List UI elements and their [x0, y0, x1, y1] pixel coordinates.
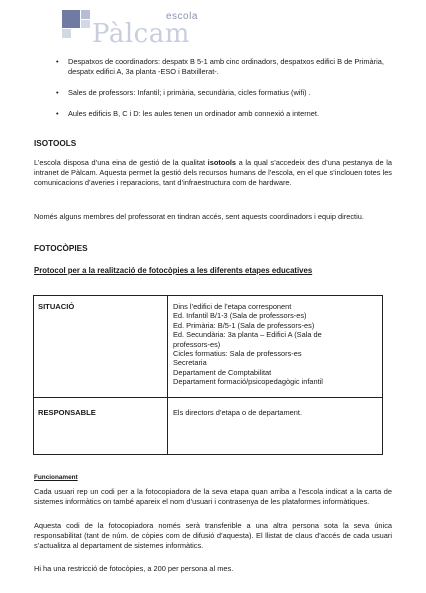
responsable-value: Els directors d’etapa o de departament. [173, 408, 303, 417]
list-item [40, 57, 390, 77]
situacio-line: Ed. Secundària: 3a planta – Edifici A (Sala de [173, 330, 322, 340]
responsable-label: RESPONSABLE [38, 408, 96, 417]
logo-name: Pàlcam [92, 19, 190, 49]
logo-square-small [81, 10, 90, 19]
situacio-label: SITUACIÓ [38, 302, 75, 311]
list-item-text: Aules edificis B, C i D: les aules tenen un ordinador amb connexió a internet. [68, 108, 320, 118]
logo-subtitle: escola [166, 11, 198, 22]
logo-square-large [62, 10, 80, 28]
situacio-line: Cicles formatius: Sala de professors-es [173, 349, 302, 359]
isotools-paragraph [34, 158, 392, 189]
isotools-text-end: a la qual s’accedeix des d’una pestanya de la intranet de Pàlcam. Aquesta permet la gestió dels recursos humans de l’escola, en el que s’inclouen totes les comunicacions d’averies i reparacions, tant d’infraestructura com de hardware. [34, 158, 393, 188]
protocol-table [33, 295, 383, 455]
table-divider [167, 296, 168, 454]
list-item-text: Sales de professors: Infantil; i primària, secundària, cicles formatius (wifi) . [68, 87, 311, 97]
isotools-heading: ISOTOOLS [34, 139, 77, 148]
bullet-icon: • [56, 57, 59, 66]
situacio-line: Dins l’edifici de l’etapa corresponent [173, 302, 292, 311]
situacio-line: Departament formació/psicopedagògic infantil [173, 377, 323, 387]
list-item [40, 109, 390, 119]
equipment-list [40, 57, 390, 130]
isotools-keyword: isotools [207, 158, 237, 167]
situacio-line: Ed. Primària: B/5-1 (Sala de professors-es) [173, 320, 315, 330]
funcionament-heading: Funcionament [34, 474, 78, 481]
bullet-icon: • [56, 87, 59, 97]
situacio-line: Secretaria [173, 358, 207, 368]
list-item [40, 88, 390, 98]
funcionament-paragraph-1: Cada usuari rep un codi per a la fotocopiadora de la seva etapa quan arriba a l’escola indicat a la carta de sistemes informàtics on també apareix el nom d’usuari i contrasenya de les plataformes informàtiques. [34, 487, 392, 507]
logo-square-small [81, 20, 90, 28]
fotocopies-heading: FOTOCÒPIES [34, 244, 88, 253]
table-divider [34, 397, 382, 398]
school-logo [62, 10, 212, 48]
protocol-heading: Protocol per a la realització de fotocòpies a les diferents etapes educatives [34, 266, 313, 275]
list-item-text: Despatxos de coordinadors: despatx B 5-1 amb cinc ordinadors, despatxos edifici B de Primària, despatx edifici A, 3a planta -ESO i Batxillerat-. [68, 57, 384, 76]
logo-square-small [62, 29, 71, 38]
situacio-line: Departament de Comptabilitat [173, 367, 272, 377]
situacio-line: Ed. Infantil B/1-3 (Sala de professors-es) [173, 311, 307, 321]
funcionament-paragraph-2: Aquesta codi de la fotocopiadora només serà transferible a una altra persona sota la seva única responsabilitat (tant de núm. de còpies com de difusió d’aquesta). El llistat de claus d’accés de cada usuari s’actualitza al departament de sistemes informàtics. [34, 521, 392, 551]
situacio-list [173, 302, 373, 387]
isotools-text-start: L’escola disposa d’una eina de gestió de la qualitat [34, 158, 208, 167]
access-paragraph: Només alguns membres del professorat en tindran accés, sent aquests coordinadors i equip directiu. [34, 212, 364, 221]
bullet-icon: • [56, 108, 59, 118]
funcionament-paragraph-3: Hi ha una restricció de fotocòpies, a 200 per persona al mes. [34, 564, 234, 573]
situacio-line: professors-es) [173, 339, 221, 349]
